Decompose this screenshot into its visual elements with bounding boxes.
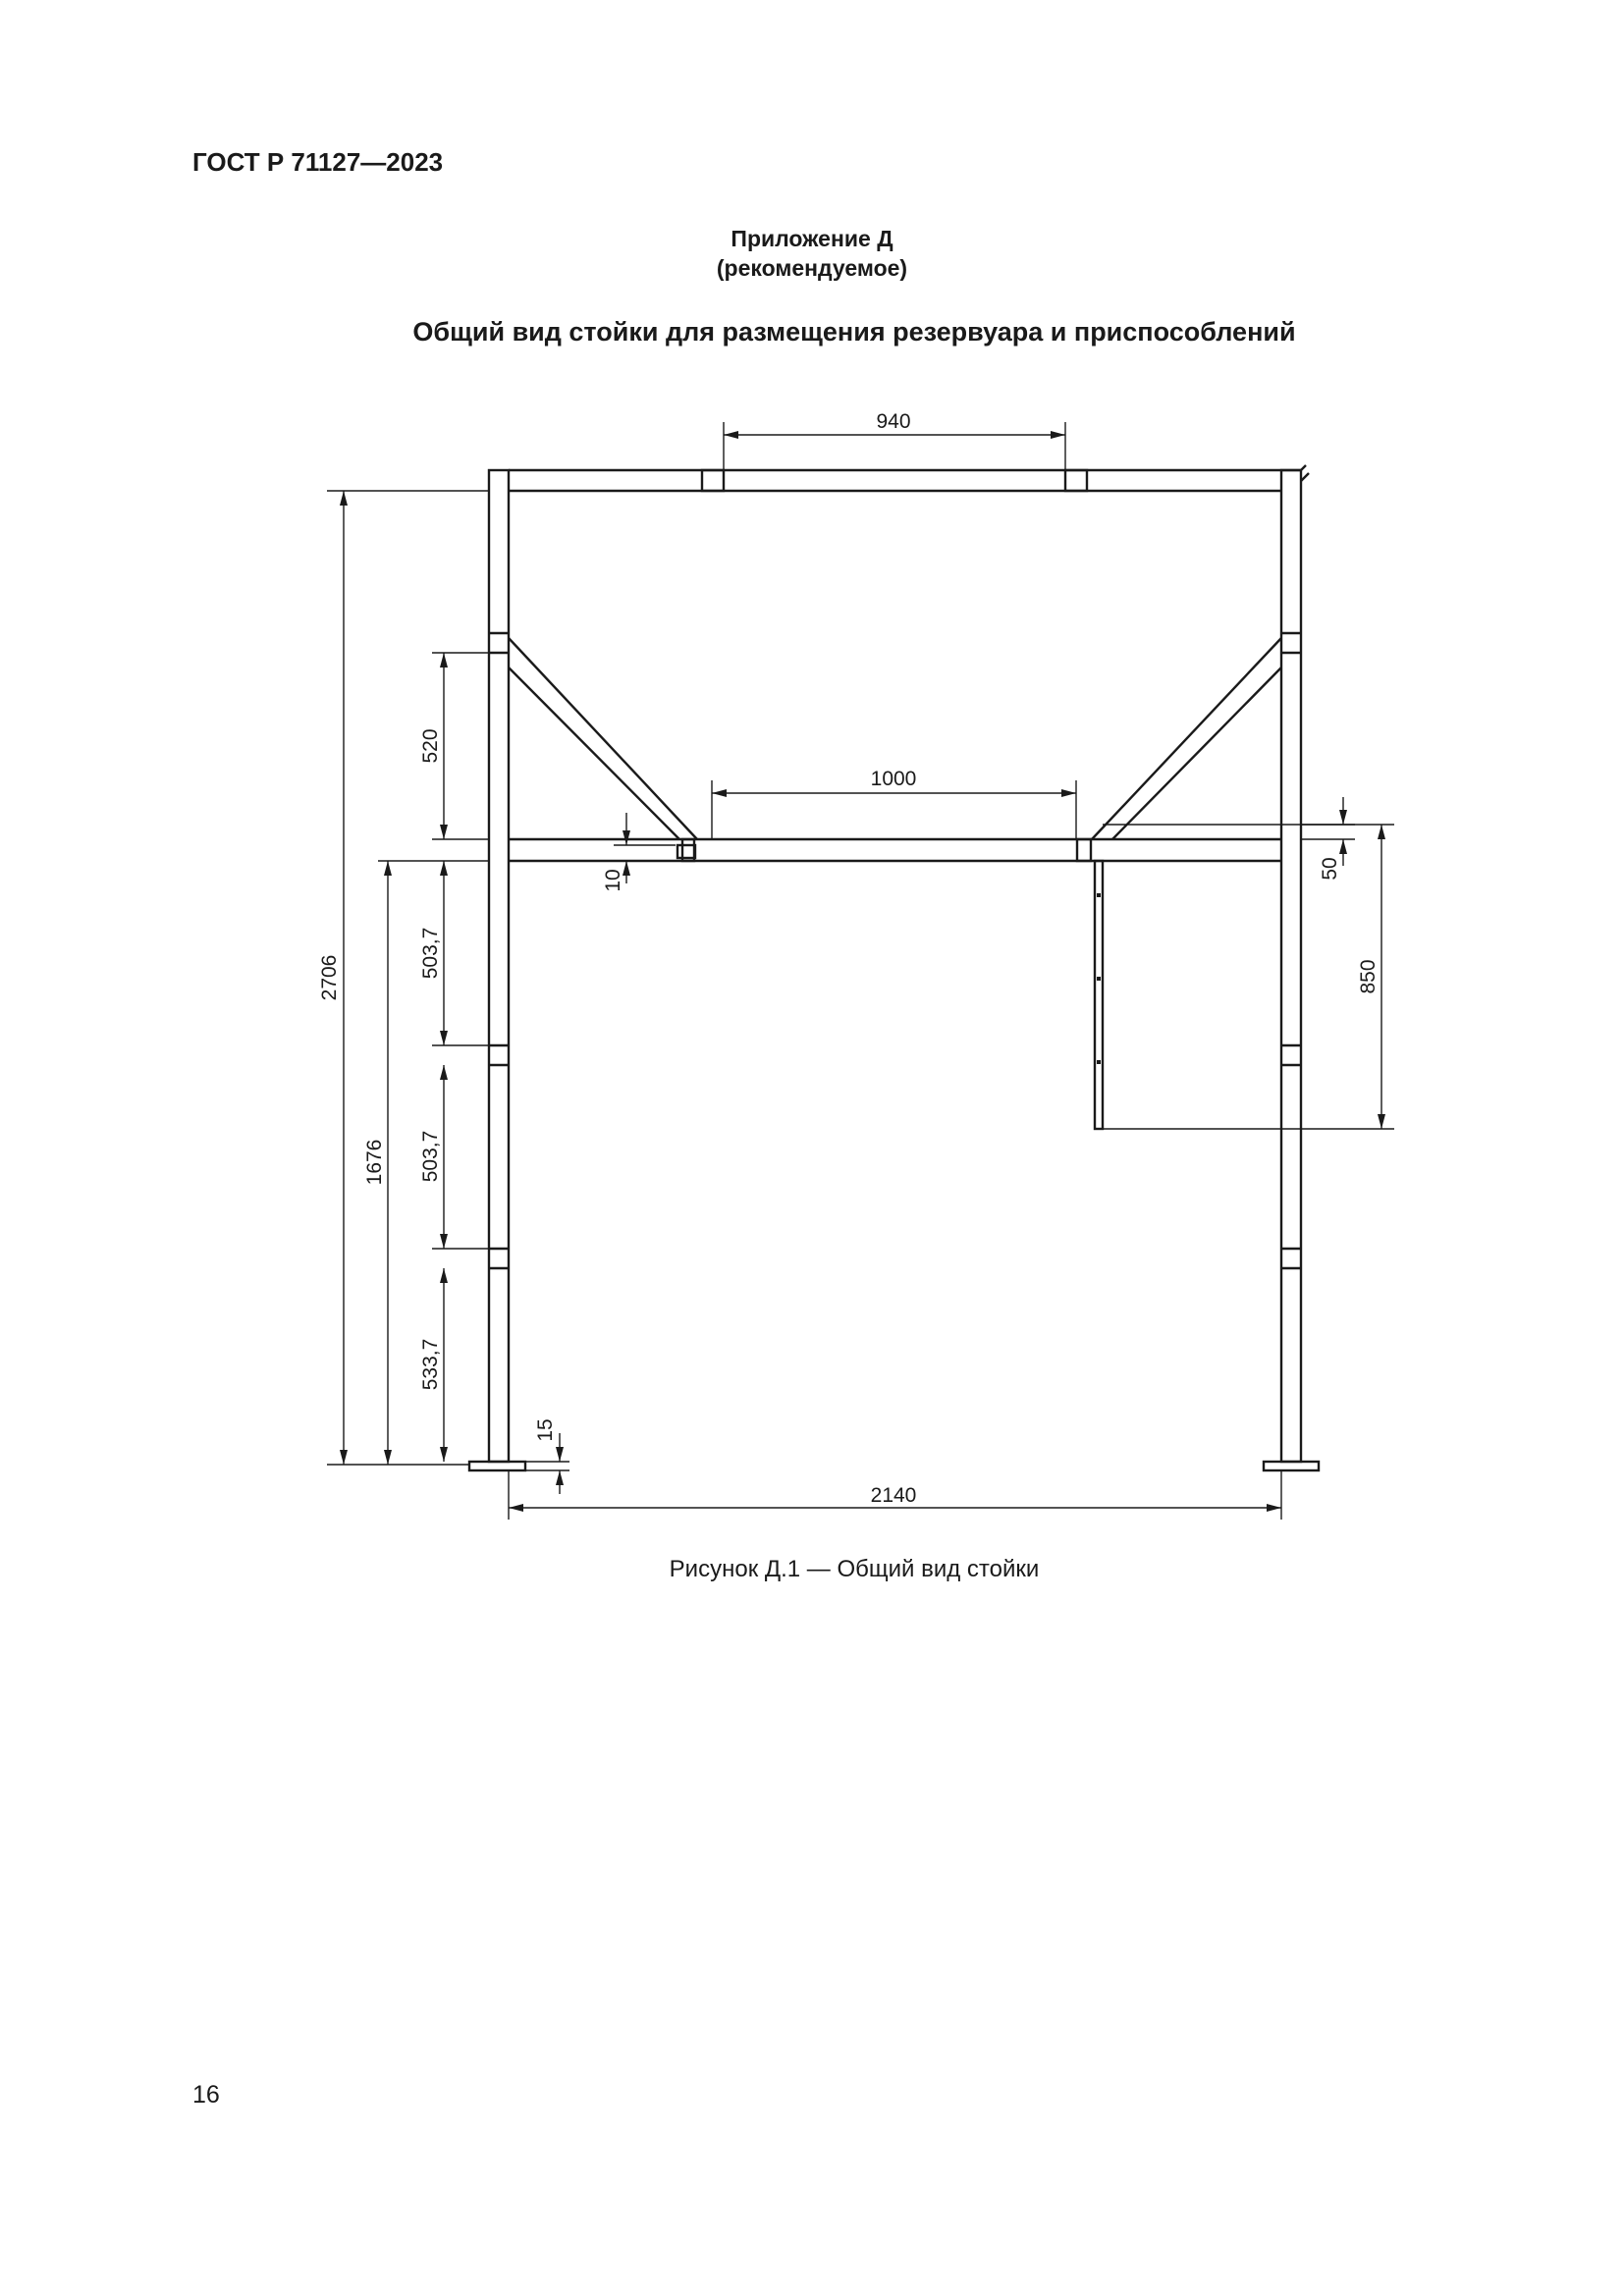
dim-offset-right: 50 — [1319, 857, 1341, 881]
dim-overall-height: 2706 — [318, 954, 341, 1001]
left-brace — [509, 638, 697, 839]
dim-base-plate: 15 — [534, 1418, 557, 1442]
right-brace — [1092, 638, 1281, 839]
dim-mid-span: 1000 — [870, 768, 917, 790]
left-base-plate — [469, 1462, 525, 1470]
document-code: ГОСТ Р 71127—2023 — [192, 147, 444, 177]
top-joint-left — [702, 470, 724, 491]
annex-label: Приложение Д — [731, 226, 893, 251]
dim-segment-1: 503,7 — [419, 927, 442, 980]
dim-top-span: 940 — [876, 410, 911, 433]
frame-structure — [469, 465, 1319, 1470]
dim-hanger-length: 850 — [1357, 959, 1380, 994]
dimension-lines — [327, 422, 1394, 1520]
figure-caption: Рисунок Д.1 — Общий вид стойки — [669, 1556, 1040, 1582]
dim-brace-height: 520 — [419, 728, 442, 764]
mid-joint-small — [677, 845, 695, 858]
right-base-plate — [1264, 1462, 1319, 1470]
annex-status: (рекомендуемое) — [716, 255, 908, 281]
dim-overall-width: 2140 — [870, 1484, 917, 1507]
dim-segment-2: 503,7 — [419, 1130, 442, 1183]
top-joint-right — [1065, 470, 1087, 491]
dim-lower-height: 1676 — [363, 1139, 386, 1186]
section-heading: Общий вид стойки для размещения резервуара и приспособлений — [412, 317, 1296, 347]
hanging-rod — [1095, 861, 1103, 1129]
dim-segment-3: 533,7 — [419, 1338, 442, 1391]
left-post — [489, 470, 509, 1462]
right-post — [1281, 470, 1301, 1462]
dim-offset-left: 10 — [602, 869, 624, 892]
page-number: 16 — [192, 2081, 220, 2109]
